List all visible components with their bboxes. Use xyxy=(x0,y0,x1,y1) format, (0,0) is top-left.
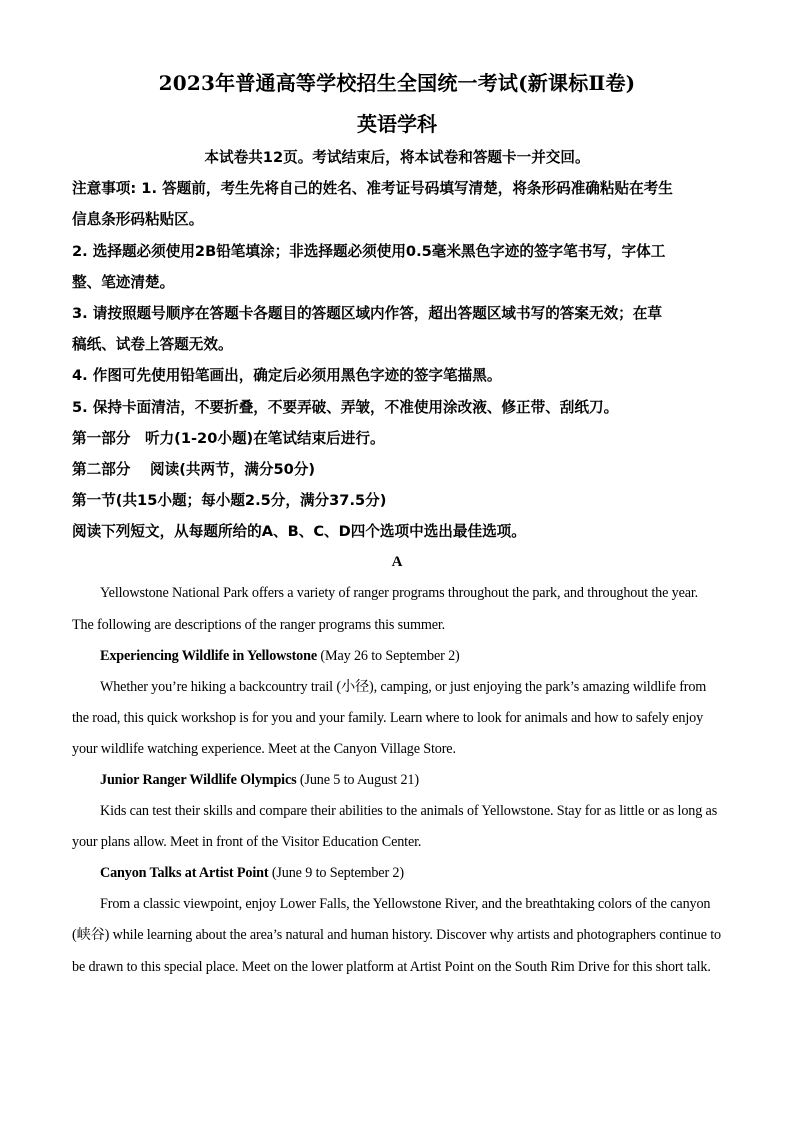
exam-intro: 本试卷共12页。考试结束后，将本试卷和答题卡一并交回。 xyxy=(204,149,590,166)
instruction-line: 3. 请按照题号顺序在答题卡各题目的答题区域内作答，超出答题区域书写的答案无效；在草 xyxy=(72,304,662,322)
program-dates: (June 5 to August 21) xyxy=(296,772,419,788)
program-description: Whether you’re hiking a backcountry trail (小径), camping, or just enjoying the park’s amazing wildlife from the road, this quick workshop is for you and your family. Learn where to look for animals and how to safely enjoy your wildlife watching experience. Meet at the Canyon Village Store. xyxy=(72,678,707,757)
program-description: From a classic viewpoint, enjoy Lower Falls, the Yellowstone River, and the breathtaking colors of the canyon (峡谷) while learning about the area’s natural and human history. Discover why artists and photographers continue to be drawn to this special place. Meet on the lower platform at Artist Point on the South Rim Drive for this short talk. xyxy=(72,896,722,975)
part-one-heading: 第一部分 听力(1-20小题)在笔试结束后进行。 xyxy=(72,429,385,447)
program-dates: (May 26 to September 2) xyxy=(317,647,460,664)
part-two-heading: 第二部分 阅读(共两节，满分50分) xyxy=(72,460,316,478)
exam-page xyxy=(72,64,722,983)
program-heading xyxy=(72,641,722,672)
instruction-line: 2. 选择题必须使用2B铅笔填涂；非选择题必须使用0.5毫米黑色字迹的签字笔书写，字体工 xyxy=(72,242,666,260)
reading-directions: 阅读下列短文，从每题所给的A、B、C、D四个选项中选出最佳选项。 xyxy=(72,523,526,541)
program-dates: (June 9 to September 2) xyxy=(268,865,404,882)
instruction-line: 5. 保持卡面清洁，不要折叠，不要弄破、弄皱，不准使用涂改液、修正带、刮纸刀。 xyxy=(72,398,619,416)
instructions-block xyxy=(72,173,722,547)
instruction-line: 4. 作图可先使用铅笔画出，确定后必须用黑色字迹的签字笔描黑。 xyxy=(72,367,502,385)
subject-title: 英语学科 xyxy=(357,112,437,136)
instruction-line: 稿纸、试卷上答题无效。 xyxy=(72,336,233,354)
section-one-heading: 第一节(共15小题；每小题2.5分，满分37.5分) xyxy=(72,492,387,510)
instruction-line: 信息条形码粘贴区。 xyxy=(72,211,204,229)
program-description: Kids can test their skills and compare their abilities to the animals of Yellowstone. Stay for as little or as long as your plans allow. Meet in front of the Visitor Education Center. xyxy=(72,803,718,851)
program-heading xyxy=(72,858,722,889)
program-name: Junior Ranger Wildlife Olympics xyxy=(100,772,297,788)
program-name: Experiencing Wildlife in Yellowstone xyxy=(100,647,318,664)
program-name: Canyon Talks at Artist Point xyxy=(100,865,269,882)
program-heading xyxy=(72,765,722,796)
exam-title: 2023年普通高等学校招生全国统一考试(新课标Ⅱ卷) xyxy=(158,71,636,95)
instruction-line: 整、笔迹清楚。 xyxy=(72,273,175,291)
passage-intro: Yellowstone National Park offers a variety of ranger programs throughout the park, and throughout the year. The following are descriptions of the ranger programs this summer. xyxy=(72,585,699,633)
instruction-line: 注意事项: 1. 答题前，考生先将自己的姓名、准考证号码填写清楚，将条形码准确粘贴在考生 xyxy=(72,180,673,198)
passage-letter: A xyxy=(391,554,403,571)
